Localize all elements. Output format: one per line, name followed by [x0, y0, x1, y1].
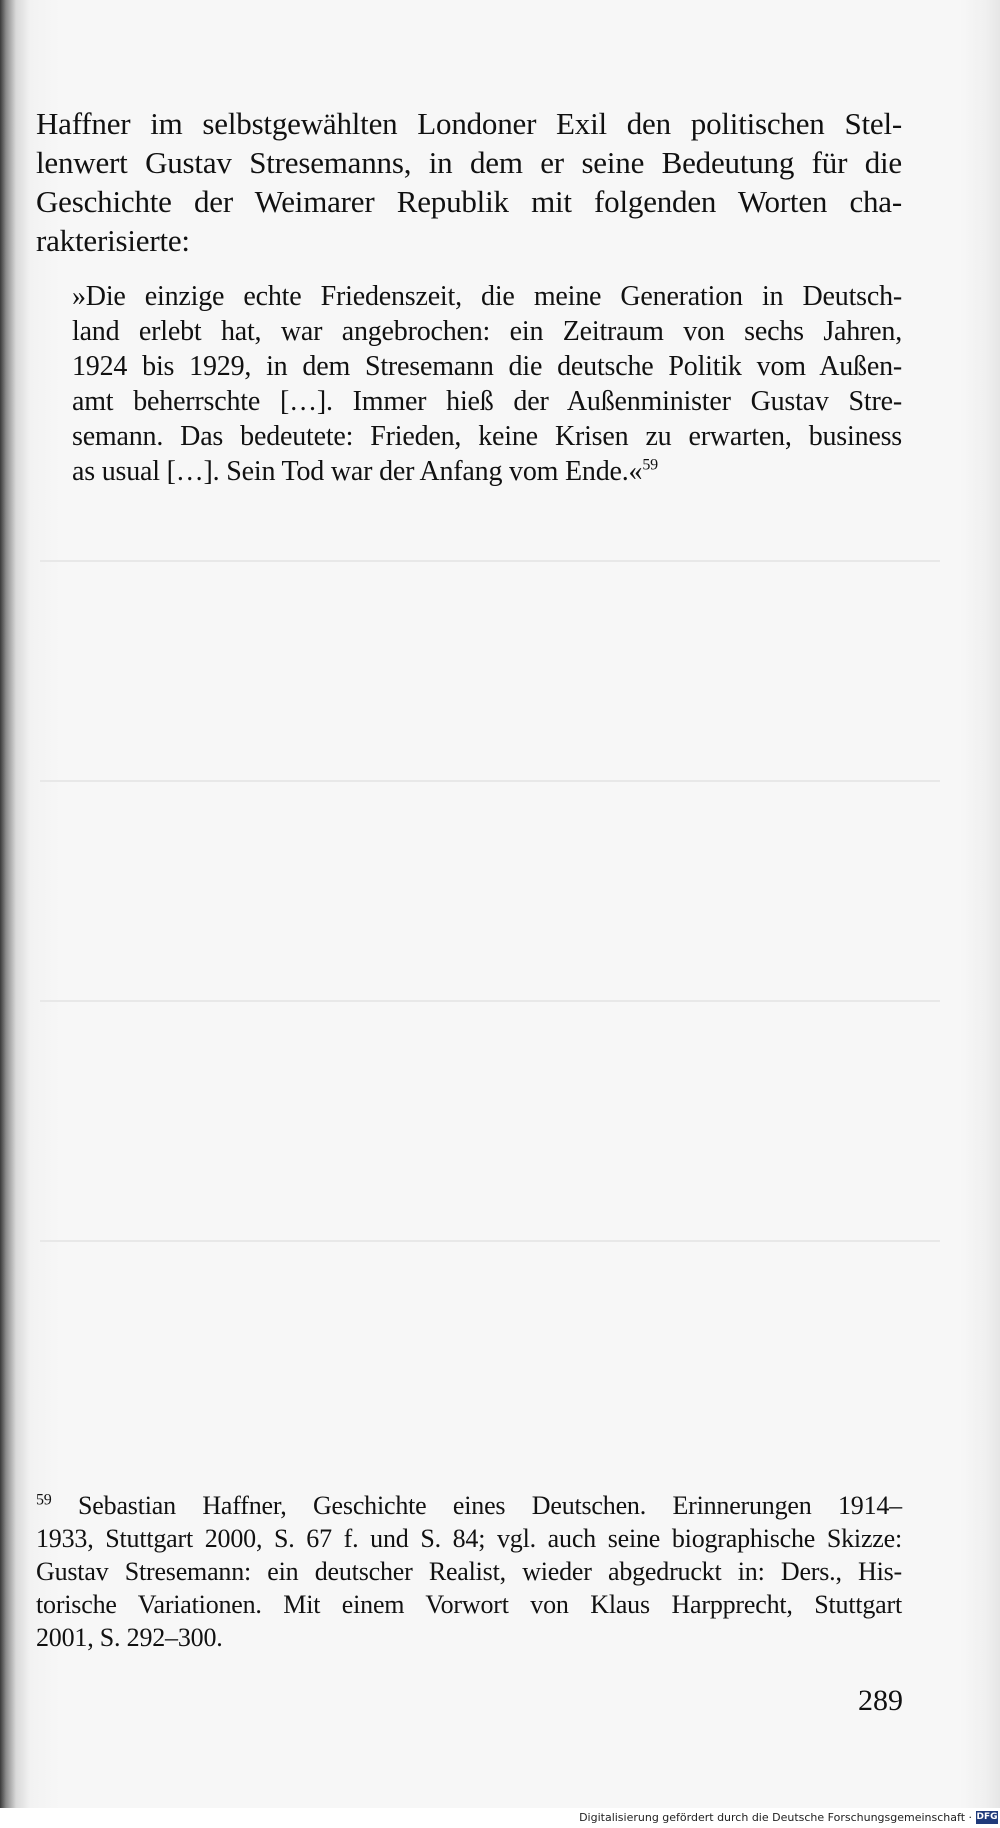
- block-quote: [72, 279, 902, 489]
- dfg-logo-icon: DFG: [976, 1812, 998, 1822]
- footnote-number: 59: [36, 1491, 52, 1509]
- footnote: [36, 1489, 902, 1654]
- footnote-first-line: [36, 1489, 902, 1522]
- footnote-line: 2001, S. 292–300.: [36, 1623, 223, 1652]
- intro-line: Geschichte der Weimarer Republik mit folgenden Worten cha-: [36, 184, 902, 219]
- page-number: 289: [858, 1684, 903, 1717]
- footnote-line: Gustav Stresemann: ein deutscher Realist, wieder abgedruckt in: Ders., His-: [36, 1557, 902, 1586]
- quote-line: land erlebt hat, war angebrochen: ein Zeitraum von sechs Jahren,: [72, 316, 902, 347]
- quote-line: »Die einzige echte Friedenszeit, die meine Generation in Deutsch-: [72, 281, 902, 312]
- quote-last-line: [72, 454, 902, 489]
- footnote-line: Sebastian Haffner, Geschichte eines Deutschen. Erinnerungen 1914–: [78, 1491, 902, 1520]
- quote-line: semann. Das bedeutete: Frieden, keine Krisen zu erwarten, business: [72, 421, 902, 452]
- quote-line: amt beherrschte […]. Immer hieß der Außenminister Gustav Stre-: [72, 386, 902, 417]
- intro-line: lenwert Gustav Stresemanns, in dem er seine Bedeutung für die: [36, 145, 902, 180]
- quote-line: as usual […]. Sein Tod war der Anfang vom Ende.«: [72, 456, 643, 487]
- bleed-through-line: [40, 780, 940, 782]
- intro-line: Haffner im selbstgewählten Londoner Exil den politischen Stel-: [36, 106, 902, 141]
- digitization-credit-bar: [0, 1808, 1000, 1828]
- footnote-reference[interactable]: 59: [642, 456, 658, 474]
- digitization-credit: Digitalisierung gefördert durch die Deutsche Forschungsgemeinschaft ·: [579, 1811, 972, 1824]
- intro-line: rakterisierte:: [36, 223, 190, 258]
- bleed-through-line: [40, 560, 940, 562]
- footnote-line: torische Variationen. Mit einem Vorwort von Klaus Harpprecht, Stuttgart: [36, 1590, 902, 1619]
- bleed-through-line: [40, 1000, 940, 1002]
- bleed-through-line: [40, 1240, 940, 1242]
- intro-paragraph: [36, 104, 902, 260]
- quote-line: 1924 bis 1929, in dem Stresemann die deutsche Politik vom Außen-: [72, 351, 902, 382]
- footnote-line: 1933, Stuttgart 2000, S. 67 f. und S. 84; vgl. auch seine biographische Skizze:: [36, 1524, 902, 1553]
